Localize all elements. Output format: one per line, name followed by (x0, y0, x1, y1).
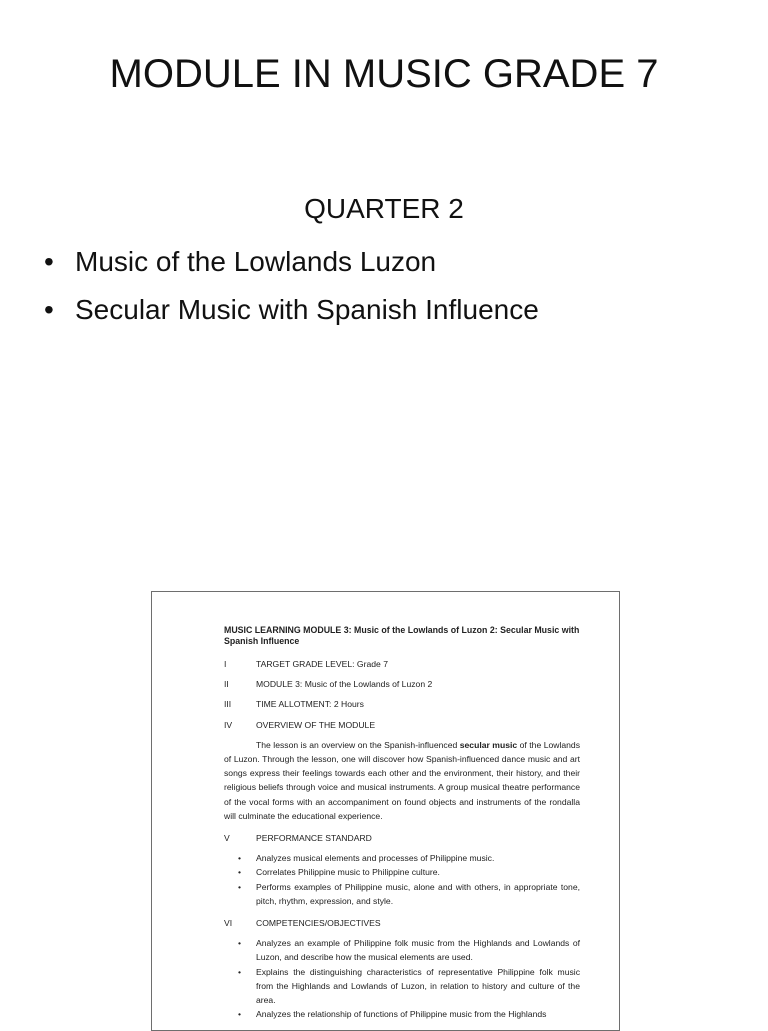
roman-numeral: III (224, 699, 232, 710)
roman-numeral: IV (224, 719, 233, 730)
list-item (224, 880, 580, 908)
document-content (224, 625, 580, 1029)
bullet-item (44, 238, 539, 286)
bullet-icon: • (238, 853, 242, 864)
list-item (224, 965, 580, 1008)
overview-text-end: of the Lowlands of Luzon. Through the lesson, one will discover how Spanish-influenced dance music and art songs express their feelings towards each other and the environment, their history, and their religious beliefs through voice and musical instruments. A group musical theatre performance of the vocal forms with an accompaniment on found objects and instruments of the rondalla will culminate the educational experience. (224, 739, 581, 821)
overview-text-start: The lesson is an overview on the Spanish-influenced (256, 739, 460, 750)
bullet-icon: • (238, 966, 242, 977)
roman-numeral: V (224, 833, 230, 844)
row-text: TARGET GRADE LEVEL: Grade 7 (256, 659, 388, 669)
row-text: COMPETENCIES/OBJECTIVES (256, 918, 381, 929)
roman-numeral: I (224, 659, 227, 669)
bullet-icon: • (238, 881, 242, 892)
bullet-icon: • (238, 938, 242, 949)
list-item (224, 851, 580, 865)
row-text: PERFORMANCE STANDARD (256, 833, 372, 844)
list-item-text: Performs examples of Philippine music, alone and with others, in appropriate tone, pitch, rhythm, expression, and style. (256, 881, 580, 906)
list-item-text: Analyzes musical elements and processes of Philippine music. (256, 853, 495, 864)
bullet-icon: • (44, 294, 54, 325)
document-row (224, 831, 580, 845)
roman-numeral: II (224, 679, 229, 690)
document-row (224, 657, 580, 671)
slide-title: MODULE IN MUSIC GRADE 7 (109, 52, 659, 96)
performance-standard-list (224, 851, 580, 908)
slide-subtitle: QUARTER 2 (304, 193, 464, 224)
roman-numeral: VI (224, 918, 233, 929)
document-row (224, 697, 580, 711)
list-item (224, 865, 580, 879)
list-item (224, 1007, 580, 1021)
bullet-icon: • (238, 867, 242, 878)
embedded-document-image (151, 591, 620, 1031)
bullet-item (44, 286, 539, 334)
document-row (224, 718, 580, 732)
list-item (224, 936, 580, 964)
document-heading: MUSIC LEARNING MODULE 3: Music of the Lowlands of Luzon 2: Secular Music with Spanish Influence (224, 625, 580, 646)
bullet-icon: • (44, 246, 54, 277)
list-item-text: Analyzes the relationship of functions of Philippine music from the Highlands (256, 1009, 547, 1020)
document-row (224, 677, 580, 691)
row-text: MODULE 3: Music of the Lowlands of Luzon 2 (256, 679, 433, 690)
competencies-list (224, 936, 580, 1021)
bullet-icon: • (238, 1009, 242, 1020)
row-text: TIME ALLOTMENT: 2 Hours (256, 699, 364, 710)
list-item-text: Correlates Philippine music to Philippine culture. (256, 867, 440, 878)
row-text: OVERVIEW OF THE MODULE (256, 719, 376, 730)
document-row (224, 916, 580, 930)
overview-bold-term: secular music (459, 739, 518, 750)
list-item-text: Analyzes an example of Philippine folk music from the Highlands and Lowlands of Luzon, and describe how the musical elements are used. (256, 938, 580, 963)
list-item-text: Explains the distinguishing characteristics of representative Philippine folk music from the Highlands and Lowlands of Luzon, in relation to history and culture of the area. (256, 966, 580, 1006)
bullet-list (44, 238, 539, 334)
bullet-text: Music of the Lowlands Luzon (75, 246, 437, 277)
overview-paragraph (224, 738, 580, 823)
bullet-text: Secular Music with Spanish Influence (75, 294, 539, 325)
